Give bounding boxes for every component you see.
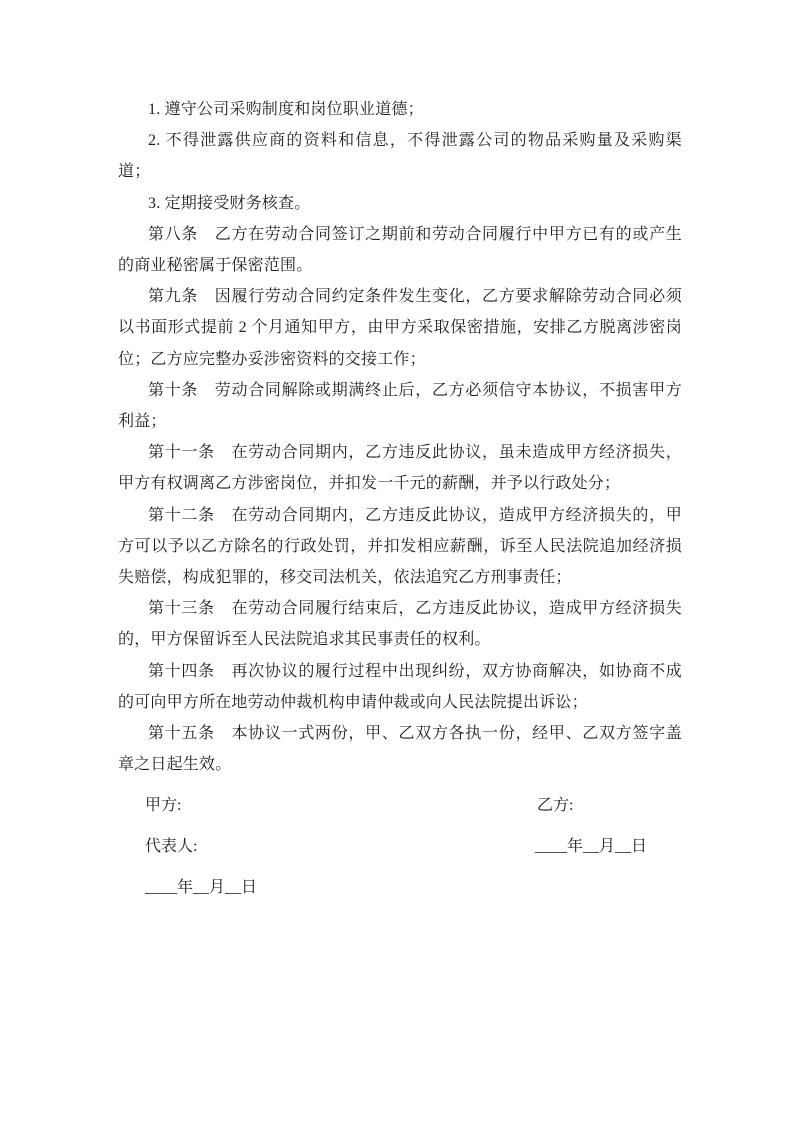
- article-15-paragraph: 第十五条 本协议一式两份，甲、乙双方各执一份，经甲、乙双方签字盖章之日起生效。: [118, 725, 682, 774]
- list-item-1: 1. 遵守公司采购制度和岗位职业道德；: [148, 101, 424, 118]
- party-b-label: 乙方:: [537, 797, 574, 814]
- article-9-paragraph: 第九条 因履行劳动合同约定条件发生变化，乙方要求解除劳动合同必须以书面形式提前 2 个月通知甲方，由甲方采取保密措施，安排乙方脱离涉密岗位；乙方应完整办妥涉密资料的交接工作；: [118, 288, 682, 368]
- article-13-paragraph: 第十三条 在劳动合同履行结束后，乙方违反此协议，造成甲方经济损失的，甲方保留诉至人民法院追求其民事责任的权利。: [118, 600, 682, 649]
- article-12-paragraph: 第十二条 在劳动合同期内，乙方违反此协议，造成甲方经济损失的，甲方可以予以乙方除名的行政处罚，并扣发相应薪酬，诉至人民法院追加经济损失赔偿，构成犯罪的，移交司法机关，依法追究乙方刑事责任；: [118, 506, 682, 587]
- list-item-2: 2. 不得泄露供应商的资料和信息，不得泄露公司的物品采购量及采购渠道；: [118, 132, 682, 181]
- party-a-date-line: ____年__月__日: [145, 879, 258, 896]
- party-b-date-line: ____年__月__日: [535, 838, 648, 855]
- representative-label: 代表人:: [145, 838, 198, 855]
- article-8-paragraph: 第八条 乙方在劳动合同签订之期前和劳动合同履行中甲方已有的或产生的商业秘密属于保密范围。: [118, 225, 682, 275]
- list-item-3: 3. 定期接受财务核查。: [148, 194, 311, 212]
- document-body: [118, 94, 682, 780]
- article-14-paragraph: 第十四条 再次协议的履行过程中出现纠纷，双方协商解决，如协商不成的可向甲方所在地劳动仲裁机构申请仲裁或向人民法院提出诉讼；: [118, 662, 682, 711]
- article-11-paragraph: 第十一条 在劳动合同期内，乙方违反此协议，虽未造成甲方经济损失，甲方有权调离乙方涉密岗位，并扣发一千元的薪酬，并予以行政处分；: [118, 444, 682, 493]
- party-a-label: 甲方:: [145, 797, 182, 814]
- article-10-paragraph: 第十条 劳动合同解除或期满终止后，乙方必须信守本协议，不损害甲方利益；: [118, 381, 682, 431]
